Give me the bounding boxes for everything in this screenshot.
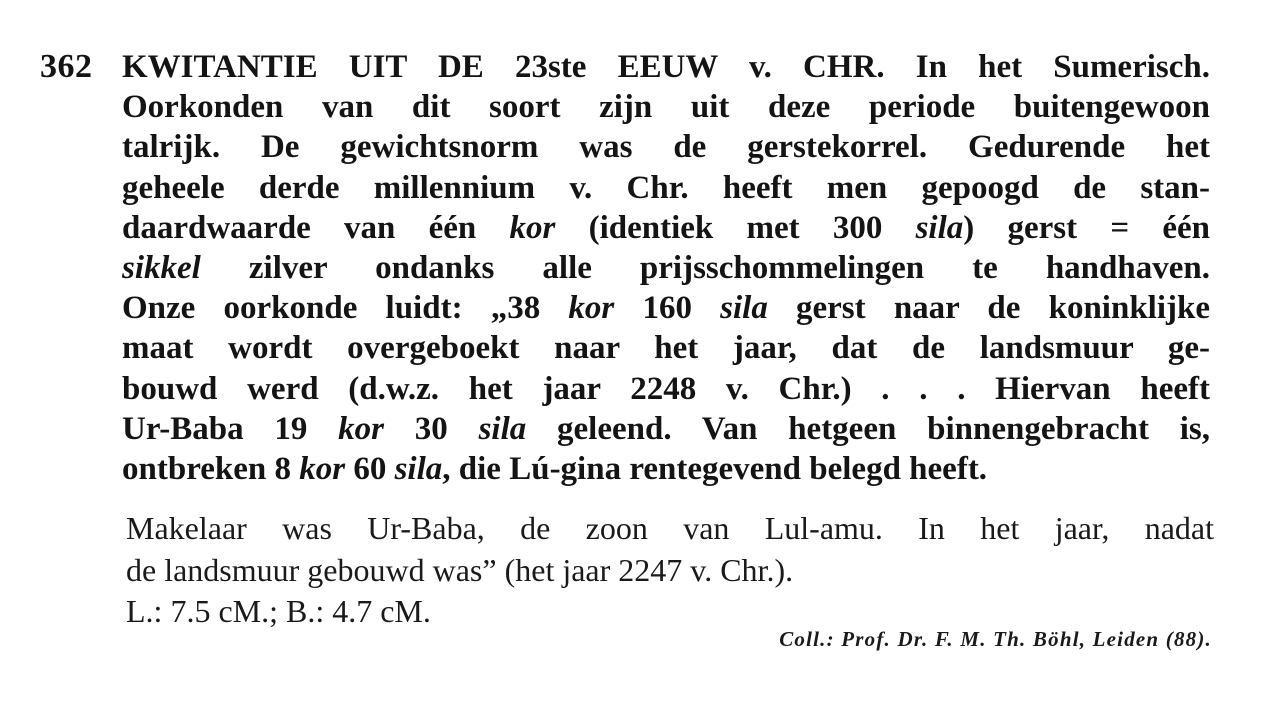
italic-term: sila <box>394 451 443 488</box>
text-run: , die Lú-gina rentegevend belegd heeft. <box>442 451 988 488</box>
text-run: 60 <box>345 451 395 488</box>
italic-term: sila <box>915 209 964 246</box>
italic-term: kor <box>338 410 384 447</box>
text-run: zilver ondanks alle prijsschommelingen te handhaven. <box>200 250 1210 287</box>
text-line <box>122 248 1210 288</box>
text-line <box>122 87 1210 127</box>
broker-paragraph <box>126 507 1216 591</box>
italic-term: sila <box>478 410 527 447</box>
italic-term: kor <box>568 290 615 327</box>
text-run: maat wordt overgeboekt naar het jaar, dat de landsmuur ge- <box>122 330 1210 367</box>
text-run: KWITANTIE UIT DE 23ste EEUW v. CHR. In het Sumerisch. <box>122 49 1210 85</box>
italic-term: kor <box>299 451 346 488</box>
text-line <box>122 208 1210 248</box>
text-run: geheele derde millennium v. Chr. heeft men gepoogd de stan- <box>122 169 1210 206</box>
broker-line: Makelaar was Ur-Baba, de zoon van Lul-amu. In het jaar, nadat <box>126 510 1214 546</box>
text-run: (identiek met 300 <box>555 209 916 246</box>
entry-description <box>122 47 1210 489</box>
text-line <box>122 288 1210 328</box>
text-run: ontbreken 8 <box>122 451 300 488</box>
text-run: ) gerst = één <box>963 209 1210 246</box>
text-run: 160 <box>614 290 721 327</box>
text-line <box>122 369 1210 409</box>
text-run: talrijk. De gewichtsnorm was de gerstekorrel. Gedurende het <box>122 129 1210 166</box>
text-line <box>122 47 1210 87</box>
text-line <box>122 328 1210 368</box>
text-run: daardwaarde van één <box>122 209 510 246</box>
italic-term: sikkel <box>122 250 201 287</box>
text-line <box>122 127 1210 167</box>
text-run: gerst naar de koninklijke <box>767 290 1210 327</box>
text-run: Ur-Baba 19 <box>122 410 339 447</box>
text-run: geleend. Van hetgeen binnengebracht is, <box>526 410 1211 447</box>
text-run: Oorkonden van dit soort zijn uit deze periode buitengewoon <box>122 89 1210 126</box>
entry-number: 362 <box>40 48 93 85</box>
broker-line: de landsmuur gebouwd was” (het jaar 2247 v. Chr.). <box>126 552 794 588</box>
text-line <box>122 449 1210 489</box>
italic-term: sila <box>720 290 768 327</box>
dimensions: L.: 7.5 cM.; B.: 4.7 cM. <box>126 593 431 629</box>
text-run: bouwd werd (d.w.z. het jaar 2248 v. Chr.) . . . Hiervan heeft <box>122 370 1210 407</box>
text-line <box>122 168 1210 208</box>
text-line <box>122 409 1210 449</box>
text-run: 30 <box>384 410 479 447</box>
text-run: Onze oorkonde luidt: „38 <box>122 290 569 327</box>
collection-credit: Coll.: Prof. Dr. F. M. Th. Böhl, Leiden (88). <box>779 627 1212 651</box>
italic-term: kor <box>509 209 556 246</box>
